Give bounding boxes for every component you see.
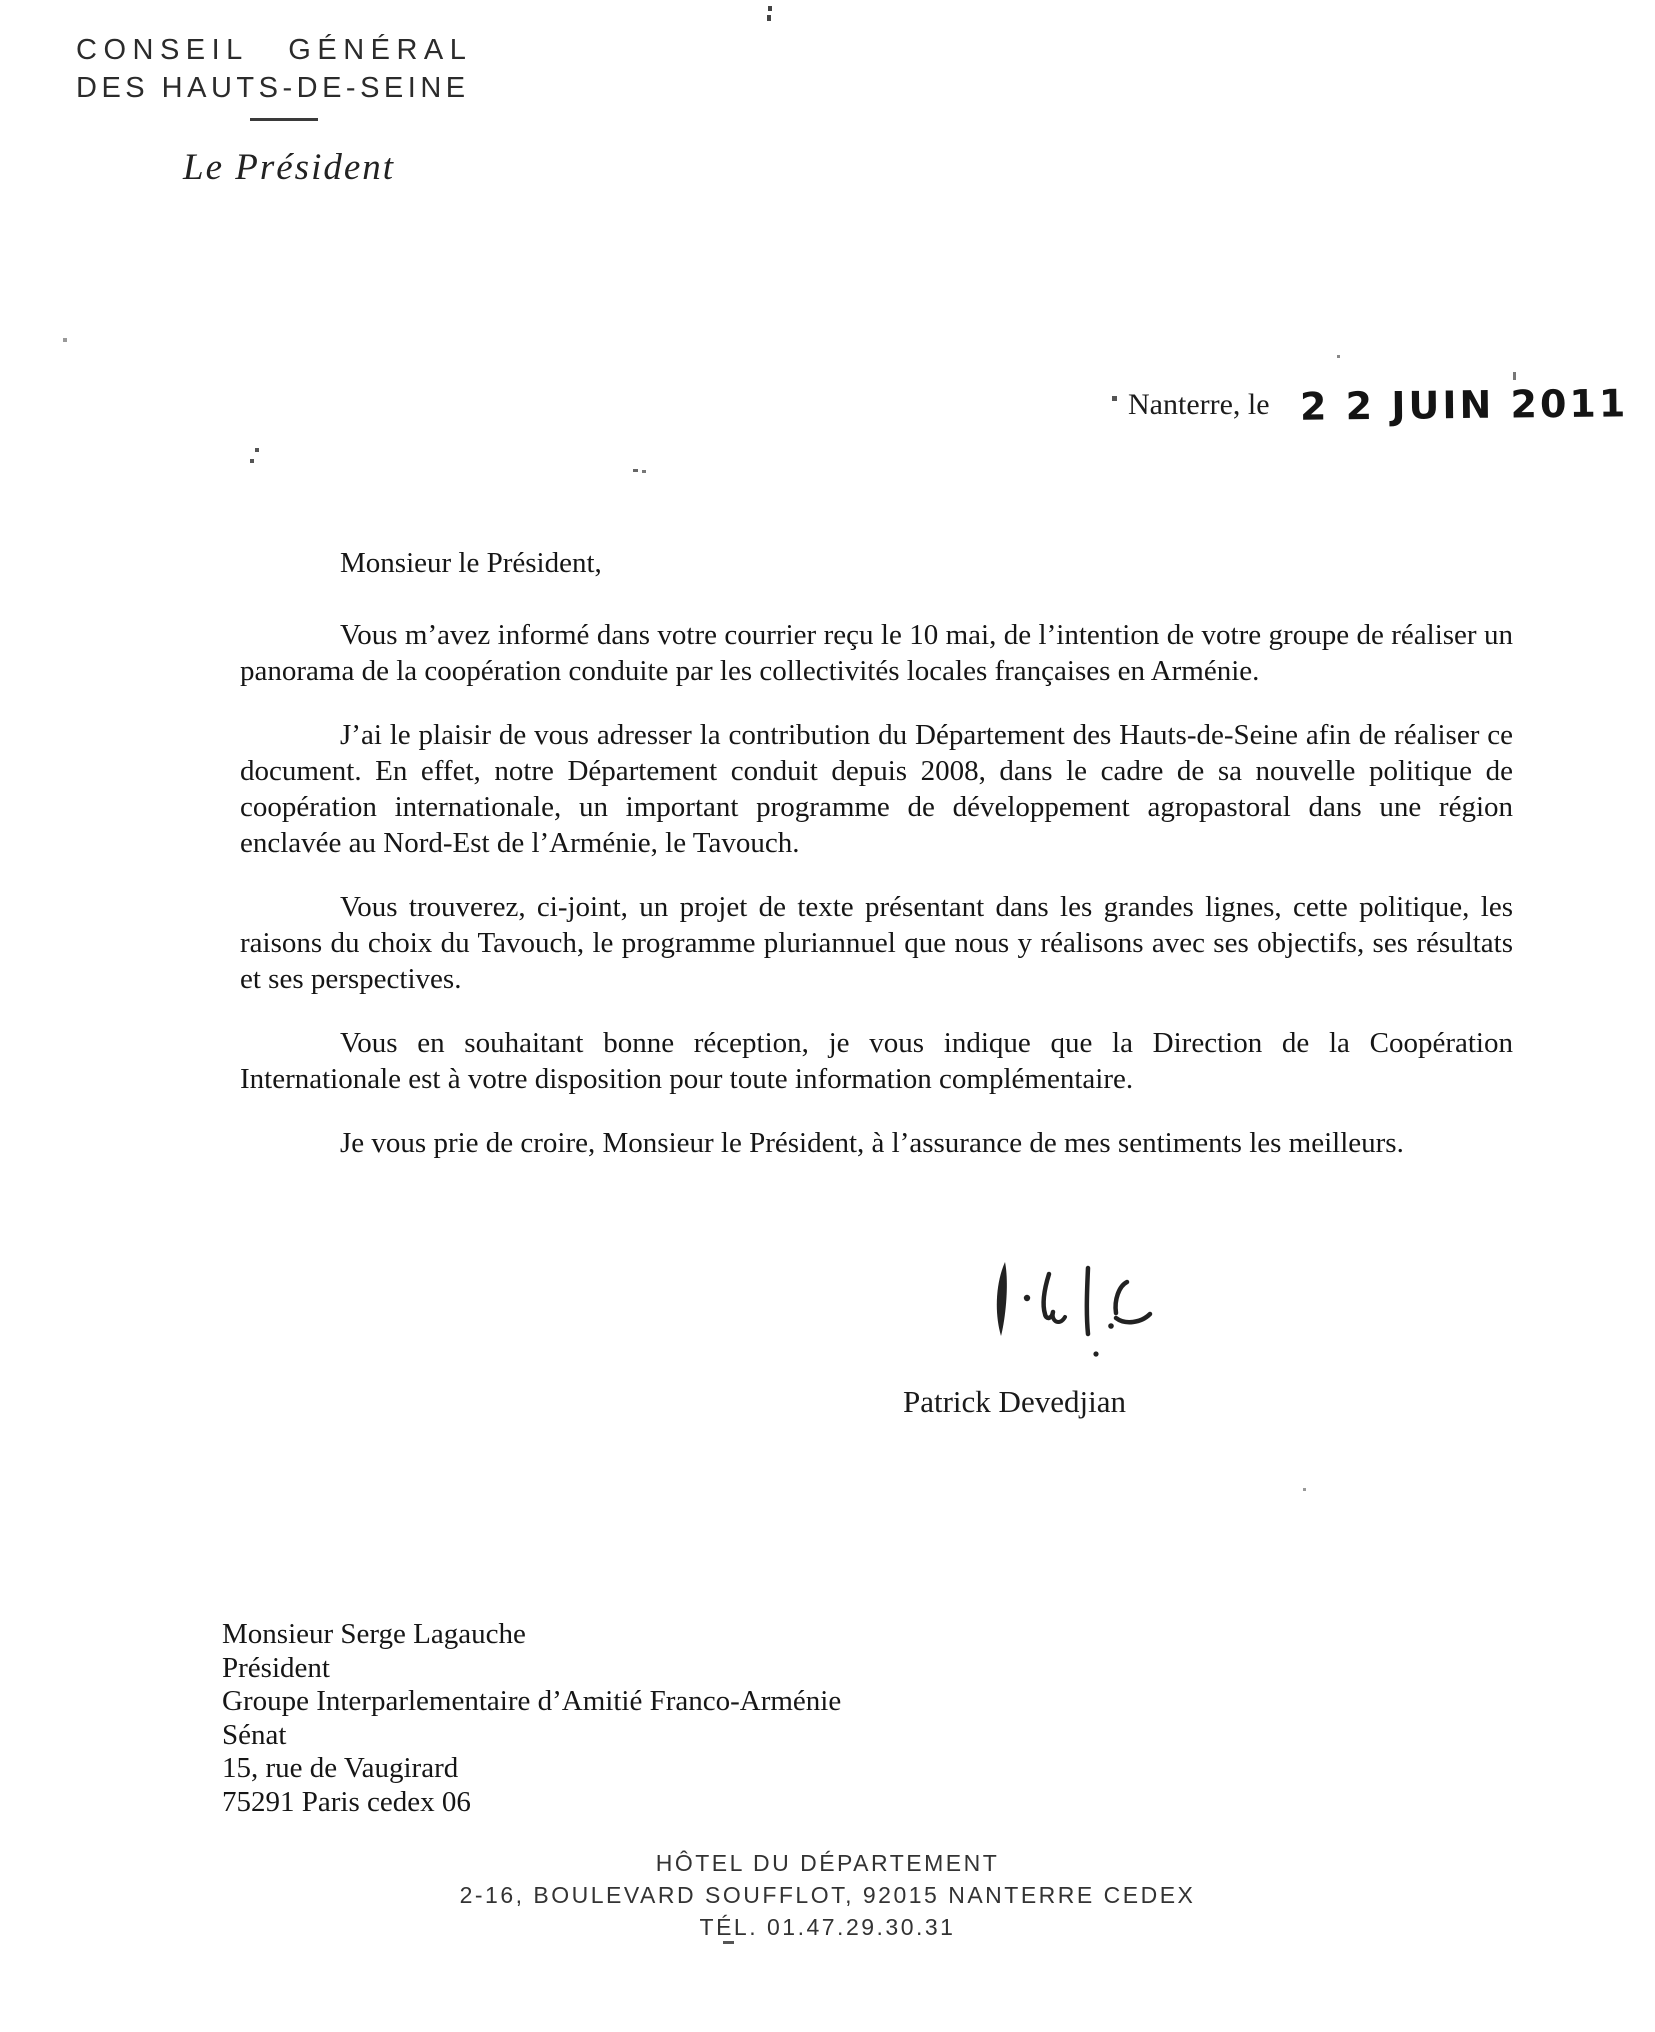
dateline-place: Nanterre, le — [1128, 388, 1270, 421]
scan-artifact — [633, 469, 638, 472]
paragraph-5: Je vous prie de croire, Monsieur le Président, à l’assurance de mes sentiments les meilleurs. — [340, 1127, 1404, 1159]
dateline — [1128, 383, 1628, 427]
scan-artifact — [767, 15, 771, 21]
scan-artifact — [1513, 372, 1516, 380]
scan-artifact — [1112, 396, 1117, 401]
recipient-address — [222, 1618, 841, 1819]
paragraph-3: Vous trouverez, ci-joint, un projet de texte présentant dans les grandes lignes, cette politique, les raisons du choix du Tavouch, le programme pluriannuel que nous y réalisons avec ses objectifs, ses résultats et ses perspectives. — [240, 891, 1513, 995]
recipient-line: Groupe Interparlementaire d’Amitié Franco-Arménie — [222, 1685, 842, 1717]
scan-artifact — [723, 1941, 734, 1944]
org-name-line2: DES HAUTS-DE-SEINE — [76, 72, 470, 104]
letterhead — [76, 34, 472, 105]
scan-artifact — [250, 459, 254, 463]
footer-line: 2-16, BOULEVARD SOUFFLOT, 92015 NANTERRE CEDEX — [459, 1882, 1196, 1908]
signer-name: Patrick Devedjian — [903, 1384, 1126, 1419]
scan-artifact — [768, 6, 772, 11]
scan-artifact — [1303, 1488, 1306, 1491]
footer-line: HÔTEL DU DÉPARTEMENT — [655, 1850, 1000, 1876]
recipient-line: Président — [222, 1651, 330, 1684]
paragraph-4: Vous en souhaitant bonne réception, je vous indique que la Direction de la Coopération Internationale est à votre disposition pour toute information complémentaire. — [240, 1027, 1513, 1095]
recipient-line: Monsieur Serge Lagauche — [222, 1618, 526, 1650]
scan-artifact — [1337, 355, 1340, 358]
scan-artifact — [642, 470, 646, 473]
recipient-line: 75291 Paris cedex 06 — [222, 1785, 471, 1818]
letter-body — [240, 545, 1513, 1189]
footer-line: TÉL. 01.47.29.30.31 — [699, 1914, 956, 1940]
paragraph-2: J’ai le plaisir de vous adresser la contribution du Département des Hauts-de-Seine afin de réaliser ce document. En effet, notre Département conduit depuis 2008, dans le cadre de sa nouvelle politique de coopération internationale, un important programme de développement agropastoral dans une région enclavée au Nord-Est de l’Arménie, le Tavouch. — [240, 719, 1513, 859]
letterhead-rule — [250, 118, 318, 121]
recipient-line: 15, rue de Vaugirard — [222, 1752, 459, 1784]
paragraph-1: Vous m’avez informé dans votre courrier reçu le 10 mai, de l’intention de votre groupe de réaliser un panorama de la coopération conduite par les collectivités locales françaises en Arménie. — [240, 619, 1513, 687]
sender-role: Le Président — [183, 147, 396, 188]
salutation: Monsieur le Président, — [340, 547, 602, 579]
org-name-line1: CONSEIL GÉNÉRAL — [76, 34, 473, 66]
recipient-line: Sénat — [222, 1718, 287, 1751]
scan-artifact — [63, 338, 67, 342]
scan-artifact — [255, 448, 259, 452]
page-footer — [0, 1847, 1655, 1943]
date-stamp: 2 2 JUIN 2011 — [1299, 381, 1629, 429]
signature-scribble-icon — [975, 1256, 1175, 1376]
